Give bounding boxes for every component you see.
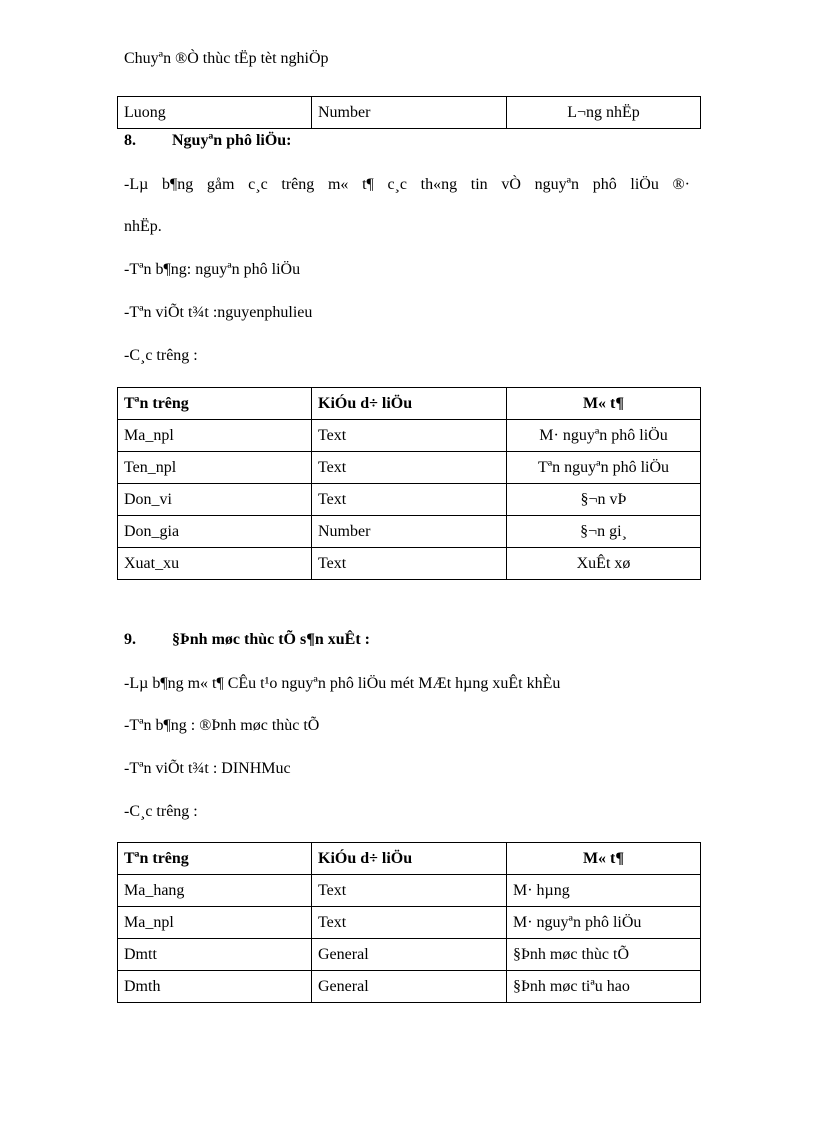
- norm-fields-table: [117, 842, 701, 1003]
- table-row: [118, 516, 701, 548]
- table-cell: Text: [312, 452, 507, 484]
- table-cell: Tªn nguyªn phô liÖu: [507, 452, 701, 484]
- table-cell: Don_vi: [118, 484, 312, 516]
- table-row: [118, 97, 701, 129]
- table-cell: Number: [312, 97, 507, 129]
- column-header: M« t¶: [507, 388, 701, 420]
- table-cell: Ma_npl: [118, 420, 312, 452]
- table-cell: Dmtt: [118, 939, 312, 971]
- table-cell: Ma_npl: [118, 907, 312, 939]
- column-header: M« t¶: [507, 843, 701, 875]
- table-row: [118, 452, 701, 484]
- table-cell: General: [312, 971, 507, 1003]
- table-cell: §¬n vÞ: [507, 484, 701, 516]
- table-cell: Xuat_xu: [118, 548, 312, 580]
- table-row: [118, 971, 701, 1003]
- table-cell: §Þnh møc thùc tÕ: [507, 939, 701, 971]
- table-cell: Ma_hang: [118, 875, 312, 907]
- section-number: 9.: [124, 631, 136, 648]
- table-row: [118, 548, 701, 580]
- table-cell: §Þnh møc tiªu hao: [507, 971, 701, 1003]
- table-cell: Ten_npl: [118, 452, 312, 484]
- column-header: Tªn trêng: [118, 388, 312, 420]
- document-header: Chuyªn ®Ò thùc tËp tèt nghiÖp: [124, 50, 329, 67]
- table-row: [118, 939, 701, 971]
- table-row: [118, 420, 701, 452]
- table-cell: M· nguyªn phô liÖu: [507, 420, 701, 452]
- table-header-row: [118, 843, 701, 875]
- table-cell: Text: [312, 907, 507, 939]
- table-cell: §¬n gi¸: [507, 516, 701, 548]
- section-9-table-name: -Tªn b¶ng : ®Þnh møc thùc tÕ: [124, 717, 320, 734]
- column-header: KiÓu d÷ liÖu: [312, 843, 507, 875]
- column-header: KiÓu d÷ liÖu: [312, 388, 507, 420]
- section-8-description-line1: -Lµ b¶ng gåm c¸c trêng m« t¶ c¸c th«ng tin vÒ nguyªn phô liÖu ®·: [124, 176, 690, 193]
- table-cell: Dmth: [118, 971, 312, 1003]
- continued-fields-table: [117, 96, 701, 129]
- table-cell: Text: [312, 875, 507, 907]
- table-row: [118, 484, 701, 516]
- section-8-description-line2: nhËp.: [124, 218, 162, 235]
- section-8-short-name: -Tªn viÕt t¾t :nguyenphulieu: [124, 304, 313, 321]
- section-number: 8.: [124, 132, 136, 149]
- section-9-description: -Lµ b¶ng m« t¶ CÊu t¹o nguyªn phô liÖu mét MÆt hµng xuÊt khÈu: [124, 675, 561, 692]
- table-cell: Text: [312, 484, 507, 516]
- table-cell: M· nguyªn phô liÖu: [507, 907, 701, 939]
- table-header-row: [118, 388, 701, 420]
- table-cell: XuÊt xø: [507, 548, 701, 580]
- section-title: §Þnh møc thùc tÕ s¶n xuÊt :: [172, 631, 370, 648]
- table-cell: Number: [312, 516, 507, 548]
- section-9-short-name: -Tªn viÕt t¾t : DINHMuc: [124, 760, 291, 777]
- table-row: [118, 907, 701, 939]
- table-cell: M· hµng: [507, 875, 701, 907]
- section-8-heading: [124, 131, 292, 151]
- column-header: Tªn trêng: [118, 843, 312, 875]
- table-row: [118, 875, 701, 907]
- table-cell: General: [312, 939, 507, 971]
- table-cell: Don_gia: [118, 516, 312, 548]
- table-cell: Luong: [118, 97, 312, 129]
- table-cell: Text: [312, 420, 507, 452]
- section-9-fields-label: -C¸c trêng :: [124, 803, 198, 820]
- table-cell: Text: [312, 548, 507, 580]
- table-cell: L¬ng nhËp: [507, 97, 701, 129]
- section-title: Nguyªn phô liÖu:: [172, 132, 292, 149]
- section-8-table-name: -Tªn b¶ng: nguyªn phô liÖu: [124, 261, 301, 278]
- section-9-heading: [124, 630, 370, 650]
- raw-materials-fields-table: [117, 387, 701, 580]
- section-8-fields-label: -C¸c trêng :: [124, 347, 198, 364]
